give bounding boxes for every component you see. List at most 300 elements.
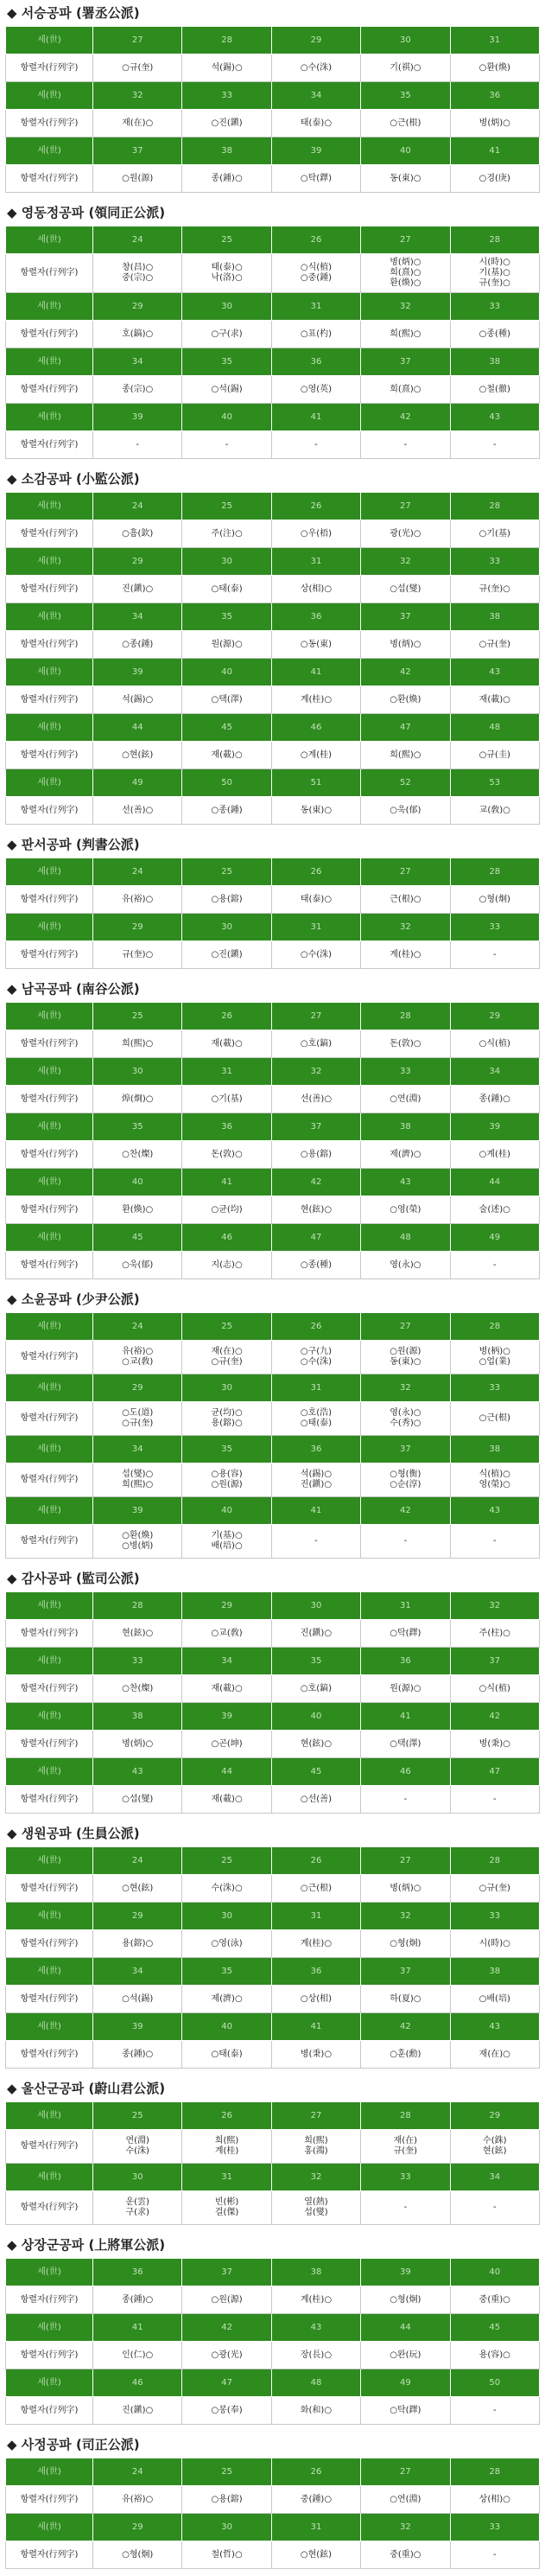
generation-label: 세(世) [6, 1758, 93, 1786]
generation-character: 유(裕)○ [93, 2486, 182, 2514]
generation-character: ○태(泰) [182, 2041, 271, 2069]
generation-character: - [182, 431, 271, 459]
names-label: 항렬자(行列字) [6, 254, 93, 293]
names-label: 항렬자(行列字) [6, 54, 93, 82]
generation-character: ○경(庚) [450, 165, 539, 193]
generation-character: ○연(淵) [361, 1086, 450, 1113]
generation-character: ○원(源) 동(東)○ [361, 1341, 450, 1374]
generation-number: 28 [450, 226, 539, 254]
generation-number: 27 [361, 1313, 450, 1341]
generation-number: 45 [93, 1224, 182, 1252]
generation-character: 창(昌)○ 중(宗)○ [93, 254, 182, 293]
generation-label: 세(世) [6, 1113, 93, 1141]
generation-number: 39 [93, 659, 182, 686]
generation-number: 39 [182, 1703, 271, 1731]
generation-table [5, 1002, 540, 1279]
generation-number: 36 [93, 2259, 182, 2286]
generation-label: 세(世) [6, 226, 93, 254]
generation-character: 제(濟)○ [361, 1141, 450, 1169]
generation-character: 식(植)○ 영(榮)○ [450, 1463, 539, 1497]
clan-section [0, 1820, 545, 2075]
generation-character: 장(長)○ [271, 2342, 360, 2369]
generation-character: ○용(鎔) [182, 886, 271, 914]
names-label: 항렬자(行列字) [6, 1731, 93, 1758]
generation-number: 46 [271, 714, 360, 742]
generation-label: 세(世) [6, 769, 93, 797]
generation-number: 32 [361, 914, 450, 941]
generation-character: 㷆(烱)○ [93, 1086, 182, 1113]
diamond-bullet-icon: ◆ [7, 5, 22, 21]
generation-character: - [361, 1525, 450, 1559]
generation-row [6, 2314, 540, 2342]
names-label: 항렬자(行列字) [6, 1341, 93, 1374]
generation-character: ○철(徹) [450, 376, 539, 404]
generation-number: 33 [450, 293, 539, 321]
names-row [6, 1986, 540, 2013]
generation-number: 34 [450, 2164, 539, 2191]
section-title [5, 201, 540, 226]
names-label: 항렬자(行列字) [6, 2191, 93, 2225]
generation-row [6, 2514, 540, 2541]
generation-number: 49 [93, 769, 182, 797]
names-row [6, 2541, 540, 2569]
generation-number: 32 [361, 293, 450, 321]
names-label: 항렬자(行列字) [6, 110, 93, 137]
generation-character: 중(鍾)○ [271, 2486, 360, 2514]
generation-number: 36 [271, 348, 360, 376]
generation-number: 35 [361, 82, 450, 110]
generation-number: 41 [271, 659, 360, 686]
generation-number: 42 [182, 2314, 271, 2342]
section-title-text: 소감공파 (小監公派) [21, 471, 140, 487]
generation-row [6, 1436, 540, 1463]
generation-number: 25 [182, 2458, 271, 2486]
generation-row [6, 293, 540, 321]
names-label: 항렬자(行列字) [6, 2041, 93, 2069]
generation-character: 재(在) 규(奎) [361, 2130, 450, 2164]
names-row [6, 520, 540, 548]
names-label: 항렬자(行列字) [6, 1086, 93, 1113]
generation-number: 28 [450, 1847, 539, 1875]
generation-character: ○표(杓) [271, 321, 360, 348]
names-row [6, 797, 540, 825]
generation-character: 시(時)○ 기(基)○ 규(奎)○ [450, 254, 539, 293]
names-label: 항렬자(行列字) [6, 1196, 93, 1224]
generation-number: 29 [93, 548, 182, 576]
generation-character: 재(載)○ [182, 1675, 271, 1703]
generation-character: ○교(敎) [182, 1620, 271, 1648]
generation-number: 24 [93, 493, 182, 520]
generation-number: 43 [450, 404, 539, 431]
generation-number: 52 [361, 769, 450, 797]
names-row [6, 2397, 540, 2425]
generation-character: ○형(炯) [93, 2541, 182, 2569]
names-label: 항렬자(行列字) [6, 686, 93, 714]
generation-row [6, 1374, 540, 1402]
section-title [5, 2077, 540, 2101]
names-row [6, 1341, 540, 1374]
generation-character: 기(祺)○ [361, 54, 450, 82]
generation-number: 39 [271, 137, 360, 165]
names-row [6, 2342, 540, 2369]
generation-character: ○근(根) [271, 1875, 360, 1903]
generation-number: 36 [271, 1436, 360, 1463]
generation-number: 29 [93, 1903, 182, 1930]
generation-number: 48 [361, 1224, 450, 1252]
generation-character: ○종(種) [450, 321, 539, 348]
generation-character: ○환(煥) ○병(炳) [93, 1525, 182, 1559]
names-label: 항렬자(行列字) [6, 576, 93, 603]
generation-number: 30 [182, 548, 271, 576]
diamond-bullet-icon: ◆ [7, 837, 22, 852]
names-label: 항렬자(行列字) [6, 1030, 93, 1058]
generation-number: 27 [361, 226, 450, 254]
generation-row [6, 603, 540, 631]
generation-number: 29 [182, 1592, 271, 1620]
names-row [6, 1525, 540, 1559]
names-row [6, 321, 540, 348]
generation-number: 43 [93, 1758, 182, 1786]
generation-label: 세(世) [6, 659, 93, 686]
generation-character: ○석(錫) [93, 1986, 182, 2013]
names-row [6, 1196, 540, 1224]
generation-label: 세(世) [6, 2259, 93, 2286]
generation-number: 31 [271, 548, 360, 576]
diamond-bullet-icon: ◆ [7, 981, 22, 997]
generation-character: 술(述)○ [450, 1196, 539, 1224]
names-label: 항렬자(行列字) [6, 797, 93, 825]
section-title-text: 영동정공파 (領同正公派) [21, 205, 166, 220]
generation-number: 32 [361, 2514, 450, 2541]
generation-row [6, 1903, 540, 1930]
generation-number: 32 [93, 82, 182, 110]
names-row [6, 742, 540, 769]
generation-number: 41 [93, 2314, 182, 2342]
generation-character: 계(桂)○ [271, 1930, 360, 1958]
generation-character: ○찬(燦) [93, 1141, 182, 1169]
diamond-bullet-icon: ◆ [7, 205, 22, 220]
generation-number: 29 [93, 1374, 182, 1402]
names-row [6, 1402, 540, 1436]
generation-number: 29 [93, 914, 182, 941]
section-title-text: 울산군공파 (蔚山君公派) [21, 2081, 166, 2096]
generation-number: 38 [182, 137, 271, 165]
generation-character: 재(載)○ [182, 1786, 271, 1814]
generation-number: 26 [271, 226, 360, 254]
generation-row [6, 2164, 540, 2191]
generation-number: 31 [271, 2514, 360, 2541]
generation-label: 세(世) [6, 1374, 93, 1402]
generation-table [5, 226, 540, 459]
generation-character: 병(炳)○ [450, 110, 539, 137]
generation-character: - [450, 2191, 539, 2225]
generation-character: ○형(衡) ○순(淳) [361, 1463, 450, 1497]
generation-character: ○배(培) [450, 1986, 539, 2013]
names-row [6, 1141, 540, 1169]
generation-number: 27 [271, 2102, 360, 2130]
generation-row [6, 226, 540, 254]
generation-row [6, 1648, 540, 1675]
generation-character: 희(熙) 계(桂) [182, 2130, 271, 2164]
generation-character: - [450, 1525, 539, 1559]
generation-row [6, 82, 540, 110]
generation-number: 24 [93, 858, 182, 886]
generation-character: 계(桂)○ [361, 941, 450, 969]
generation-character: 동(東)○ [271, 797, 360, 825]
generation-number: 31 [182, 2164, 271, 2191]
generation-character: 수(銖) 현(鉉) [450, 2130, 539, 2164]
generation-character: 재(在)○ ○규(奎) [182, 1341, 271, 1374]
generation-character: ○원(源) [93, 165, 182, 193]
generation-label: 세(世) [6, 2369, 93, 2397]
generation-number: 38 [450, 603, 539, 631]
generation-number: 44 [450, 1169, 539, 1196]
names-row [6, 1030, 540, 1058]
generation-number: 31 [271, 1374, 360, 1402]
generation-character: 재(在)○ [93, 110, 182, 137]
section-title [5, 2234, 540, 2258]
generation-character: 인(仁)○ [93, 2342, 182, 2369]
generation-label: 세(世) [6, 1003, 93, 1030]
generation-row [6, 714, 540, 742]
generation-character: 상(相)○ [450, 2486, 539, 2514]
generation-number: 38 [450, 1436, 539, 1463]
generation-character: ○동(東) [271, 631, 360, 659]
generation-character: ○균(均) [182, 1196, 271, 1224]
generation-character: 진(鎭)○ [271, 1620, 360, 1648]
names-row [6, 686, 540, 714]
generation-character: ○탁(鐸) [361, 1620, 450, 1648]
generation-number: 29 [450, 1003, 539, 1030]
generation-row [6, 348, 540, 376]
generation-character: ○현(鉉) [271, 2541, 360, 2569]
clan-section [0, 1565, 545, 1820]
generation-label: 세(世) [6, 1703, 93, 1731]
generation-number: 31 [361, 1592, 450, 1620]
names-label: 항렬자(行列字) [6, 1525, 93, 1559]
generation-character: ○탁(鐸) [361, 2397, 450, 2425]
generation-label: 세(世) [6, 1958, 93, 1986]
generation-number: 37 [271, 1113, 360, 1141]
generation-row [6, 1847, 540, 1875]
generation-character: ○종(種) [271, 1252, 360, 1279]
generation-character: 균(均)○ 용(鎔)○ [182, 1402, 271, 1436]
generation-number: 28 [182, 27, 271, 54]
generation-label: 세(世) [6, 1847, 93, 1875]
generation-row [6, 1592, 540, 1620]
names-label: 항렬자(行列字) [6, 1141, 93, 1169]
generation-number: 29 [271, 27, 360, 54]
generation-character: ○식(植) [450, 1675, 539, 1703]
generation-row [6, 1224, 540, 1252]
section-title [5, 1567, 540, 1591]
generation-character: ○원(源) [182, 2286, 271, 2314]
generation-number: 27 [93, 27, 182, 54]
generation-character: 제(濟)○ [182, 1986, 271, 2013]
generation-label: 세(世) [6, 1436, 93, 1463]
generation-character: ○섭(燮) [361, 576, 450, 603]
generation-number: 46 [93, 2369, 182, 2397]
generation-label: 세(世) [6, 1169, 93, 1196]
names-row [6, 2041, 540, 2069]
generation-label: 세(世) [6, 1313, 93, 1341]
generation-number: 41 [271, 2013, 360, 2041]
generation-number: 45 [271, 1758, 360, 1786]
generation-number: 28 [450, 2458, 539, 2486]
generation-number: 37 [182, 2259, 271, 2286]
generation-number: 40 [93, 1169, 182, 1196]
generation-number: 29 [93, 2514, 182, 2541]
names-label: 항렬자(行列字) [6, 1786, 93, 1814]
generation-number: 34 [271, 82, 360, 110]
generation-character: - [450, 2397, 539, 2425]
generation-number: 37 [361, 1958, 450, 1986]
generation-number: 33 [450, 1903, 539, 1930]
generation-number: 27 [361, 493, 450, 520]
generation-character: 희(熙)○ [361, 321, 450, 348]
names-label: 항렬자(行列字) [6, 1463, 93, 1497]
generation-character: ○식(植) ○중(鍾) [271, 254, 360, 293]
generation-character: ○용(鎔) [182, 2486, 271, 2514]
generation-character: ○형(炯) [450, 886, 539, 914]
generation-character: ○계(桂) [450, 1141, 539, 1169]
generation-number: 28 [93, 1592, 182, 1620]
generation-number: 39 [93, 2013, 182, 2041]
generation-number: 35 [182, 603, 271, 631]
generation-number: 29 [93, 293, 182, 321]
names-row [6, 2286, 540, 2314]
clan-section [0, 466, 545, 832]
generation-character: ○찬(燦) [93, 1675, 182, 1703]
generation-character: ○종(鍾) [93, 631, 182, 659]
generation-label: 세(世) [6, 493, 93, 520]
generation-number: 25 [93, 2102, 182, 2130]
generation-number: 40 [450, 2259, 539, 2286]
generation-row [6, 137, 540, 165]
generation-row [6, 2102, 540, 2130]
generation-table [5, 2101, 540, 2225]
generation-character: ○진(鎭) [182, 110, 271, 137]
generation-number: 37 [450, 1648, 539, 1675]
generation-number: 42 [361, 659, 450, 686]
generation-label: 세(世) [6, 82, 93, 110]
generation-number: 25 [182, 493, 271, 520]
section-title-text: 소윤공파 (少尹公派) [21, 1291, 140, 1307]
generation-label: 세(世) [6, 2458, 93, 2486]
section-title [5, 468, 540, 492]
generation-character: ○기(基) [450, 520, 539, 548]
clan-section [0, 1286, 545, 1565]
names-label: 항렬자(行列字) [6, 321, 93, 348]
generation-character: 유(裕)○ ○교(敎) [93, 1341, 182, 1374]
generation-character: ○근(根) [450, 1402, 539, 1436]
names-row [6, 110, 540, 137]
section-title [5, 2, 540, 26]
generation-number: 39 [361, 2259, 450, 2286]
generation-number: 25 [182, 858, 271, 886]
generation-number: 47 [271, 1224, 360, 1252]
generation-character: ○용(容) ○원(源) [182, 1463, 271, 1497]
generation-character: ○식(植) [450, 1030, 539, 1058]
generation-character: ○구(求) [182, 321, 271, 348]
generation-number: 40 [182, 659, 271, 686]
generation-number: 30 [182, 293, 271, 321]
generation-label: 세(世) [6, 404, 93, 431]
generation-number: 30 [271, 1592, 360, 1620]
generation-table [5, 1312, 540, 1559]
generation-label: 세(世) [6, 2514, 93, 2541]
generation-number: 27 [361, 1847, 450, 1875]
generation-number: 41 [450, 137, 539, 165]
names-label: 항렬자(行列字) [6, 2541, 93, 2569]
generation-number: 43 [450, 1497, 539, 1525]
generation-label: 세(世) [6, 2164, 93, 2191]
generation-number: 46 [182, 1224, 271, 1252]
generation-label: 세(世) [6, 714, 93, 742]
generation-character: 연(淵) 수(洙) [93, 2130, 182, 2164]
generation-number: 24 [93, 1847, 182, 1875]
names-row [6, 54, 540, 82]
generation-character: ○탁(鐸) [271, 165, 360, 193]
generation-row [6, 2259, 540, 2286]
generation-character: 용(鎔)○ [93, 1930, 182, 1958]
generation-character: ○현(鉉) [93, 742, 182, 769]
generation-table [5, 2458, 540, 2569]
generation-number: 41 [182, 1169, 271, 1196]
generation-character: ○계(桂) [271, 742, 360, 769]
generation-number: 33 [450, 2514, 539, 2541]
generation-row [6, 2369, 540, 2397]
generation-number: 32 [361, 548, 450, 576]
names-row [6, 941, 540, 969]
generation-character: - [450, 1786, 539, 1814]
generation-number: 24 [93, 2458, 182, 2486]
generation-number: 34 [450, 1058, 539, 1086]
generation-number: 26 [271, 493, 360, 520]
generation-character: 병(秉)○ [271, 2041, 360, 2069]
generation-number: 48 [271, 2369, 360, 2397]
generation-number: 36 [271, 603, 360, 631]
generation-character: - [450, 1252, 539, 1279]
generation-character: 운(雲) 구(求) [93, 2191, 182, 2225]
generation-number: 28 [361, 2102, 450, 2130]
generation-number: 25 [182, 1313, 271, 1341]
generation-character: 하(夏)○ [361, 1986, 450, 2013]
generation-character: 시(時)○ [450, 1930, 539, 1958]
section-title [5, 2433, 540, 2458]
generation-row [6, 1003, 540, 1030]
names-row [6, 1252, 540, 1279]
generation-label: 세(世) [6, 1058, 93, 1086]
names-row [6, 431, 540, 459]
names-row [6, 254, 540, 293]
generation-number: 40 [271, 1703, 360, 1731]
generation-character: 주(柱)○ [450, 1620, 539, 1648]
names-row [6, 376, 540, 404]
generation-character: 희(熙)○ [361, 742, 450, 769]
names-label: 항렬자(行列字) [6, 742, 93, 769]
generation-number: 30 [182, 2514, 271, 2541]
names-row [6, 1620, 540, 1648]
generation-character: 희(熙)○ [93, 1030, 182, 1058]
generation-number: 32 [271, 1058, 360, 1086]
generation-number: 47 [361, 714, 450, 742]
generation-character: 교(敎)○ [450, 797, 539, 825]
generation-number: 26 [271, 1847, 360, 1875]
generation-number: 30 [182, 914, 271, 941]
generation-number: 26 [182, 2102, 271, 2130]
generation-number: 51 [271, 769, 360, 797]
